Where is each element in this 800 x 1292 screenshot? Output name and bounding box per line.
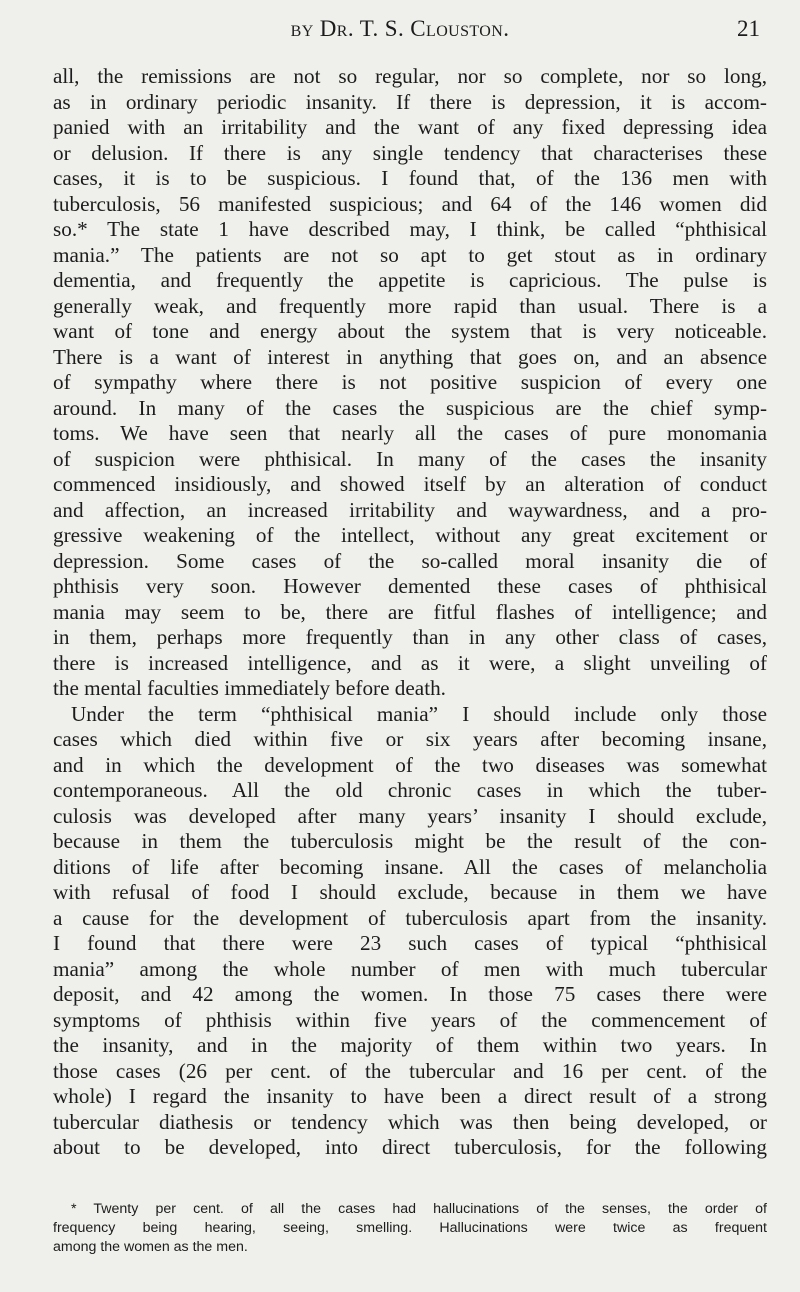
text-line: about to be developed, into direct tuberculosis, for the following (53, 1135, 767, 1159)
text-line: tuberculosis, 56 manifested suspicious; and 64 of the 146 women did (53, 191, 767, 216)
text-line: whole) I regard the insanity to have been a direct result of a strong (53, 1084, 767, 1108)
paragraph-start-line: Under the term “phthisical mania” I should include only those (71, 701, 767, 726)
text-line: with refusal of food I should exclude, because in them we have (53, 880, 767, 904)
text-line: of sympathy where there is not positive suspicion of every one (53, 370, 767, 394)
text-line: gressive weakening of the intellect, without any great excitement or (53, 523, 767, 547)
text-line: dementia, and frequently the appetite is capricious. The pulse is (53, 268, 767, 292)
text-line: or delusion. If there is any single tendency that characterises these (53, 140, 767, 165)
running-title: by Dr. T. S. Clouston. (290, 16, 510, 41)
text-line: depression. Some cases of the so-called moral insanity die of (53, 548, 767, 573)
footnote-line: among the women as the men. (53, 1239, 248, 1255)
text-line: ditions of life after becoming insane. All the cases of melancholia (53, 854, 767, 879)
text-line: culosis was developed after many years’ insanity I should exclude, (53, 803, 767, 828)
footnote (53, 1200, 767, 1257)
running-header (40, 16, 760, 50)
text-line: and in which the development of the two diseases was somewhat (53, 752, 767, 777)
text-line: commenced insidiously, and showed itself by an alteration of conduct (53, 472, 767, 496)
text-line: There is a want of interest in anything that goes on, and an absence (53, 344, 767, 369)
text-line: I found that there were 23 such cases of typical “phthisical (53, 931, 767, 955)
text-line: phthisis very soon. However demented these cases of phthisical (53, 574, 767, 598)
text-line: a cause for the development of tuberculosis apart from the insanity. (53, 905, 767, 930)
paragraph-end-line: the mental faculties immediately before death. (53, 676, 446, 700)
text-line: panied with an irritability and the want of any fixed depressing idea (53, 115, 767, 139)
text-line: of suspicion were phthisical. In many of the cases the insanity (53, 446, 767, 471)
text-line: mania” among the whole number of men with much tubercular (53, 956, 767, 981)
text-line: want of tone and energy about the system that is very noticeable. (53, 319, 767, 343)
text-line: all, the remissions are not so regular, nor so complete, nor so long, (53, 64, 767, 88)
text-line: generally weak, and frequently more rapid than usual. There is a (53, 293, 767, 318)
text-line: cases, it is to be suspicious. I found that, of the 136 men with (53, 166, 767, 190)
text-line: as in ordinary periodic insanity. If there is depression, it is accom- (53, 89, 767, 114)
text-line: around. In many of the cases the suspicious are the chief symp- (53, 395, 767, 420)
text-line: contemporaneous. All the old chronic cases in which the tuber- (53, 778, 767, 802)
text-line: mania may seem to be, there are fitful flashes of intelligence; and (53, 599, 767, 624)
footnote-line: * Twenty per cent. of all the cases had hallucinations of the senses, the order of (71, 1201, 767, 1217)
text-line: and affection, an increased irritability and waywardness, and a pro- (53, 497, 767, 522)
text-line: so.* The state 1 have described may, I think, be called “phthisical (53, 217, 767, 241)
text-line: in them, perhaps more frequently than in any other class of cases, (53, 625, 767, 649)
text-line: because in them the tuberculosis might be the result of the con- (53, 829, 767, 853)
text-line: mania.” The patients are not so apt to get stout as in ordinary (53, 242, 767, 267)
text-line: the insanity, and in the majority of them within two years. In (53, 1033, 767, 1057)
text-line: those cases (26 per cent. of the tubercular and 16 per cent. of the (53, 1058, 767, 1083)
text-line: there is increased intelligence, and as it were, a slight unveiling of (53, 650, 767, 675)
body-text (53, 64, 767, 1161)
text-line: toms. We have seen that nearly all the cases of pure monomania (53, 421, 767, 445)
text-line: symptoms of phthisis within five years of the commencement of (53, 1007, 767, 1032)
text-line: tubercular diathesis or tendency which was then being developed, or (53, 1109, 767, 1134)
text-line: deposit, and 42 among the women. In those 75 cases there were (53, 982, 767, 1006)
footnote-line: frequency being hearing, seeing, smelling. Hallucinations were twice as frequent (53, 1220, 767, 1236)
text-line: cases which died within five or six years after becoming insane, (53, 727, 767, 751)
page-number: 21 (737, 16, 760, 41)
